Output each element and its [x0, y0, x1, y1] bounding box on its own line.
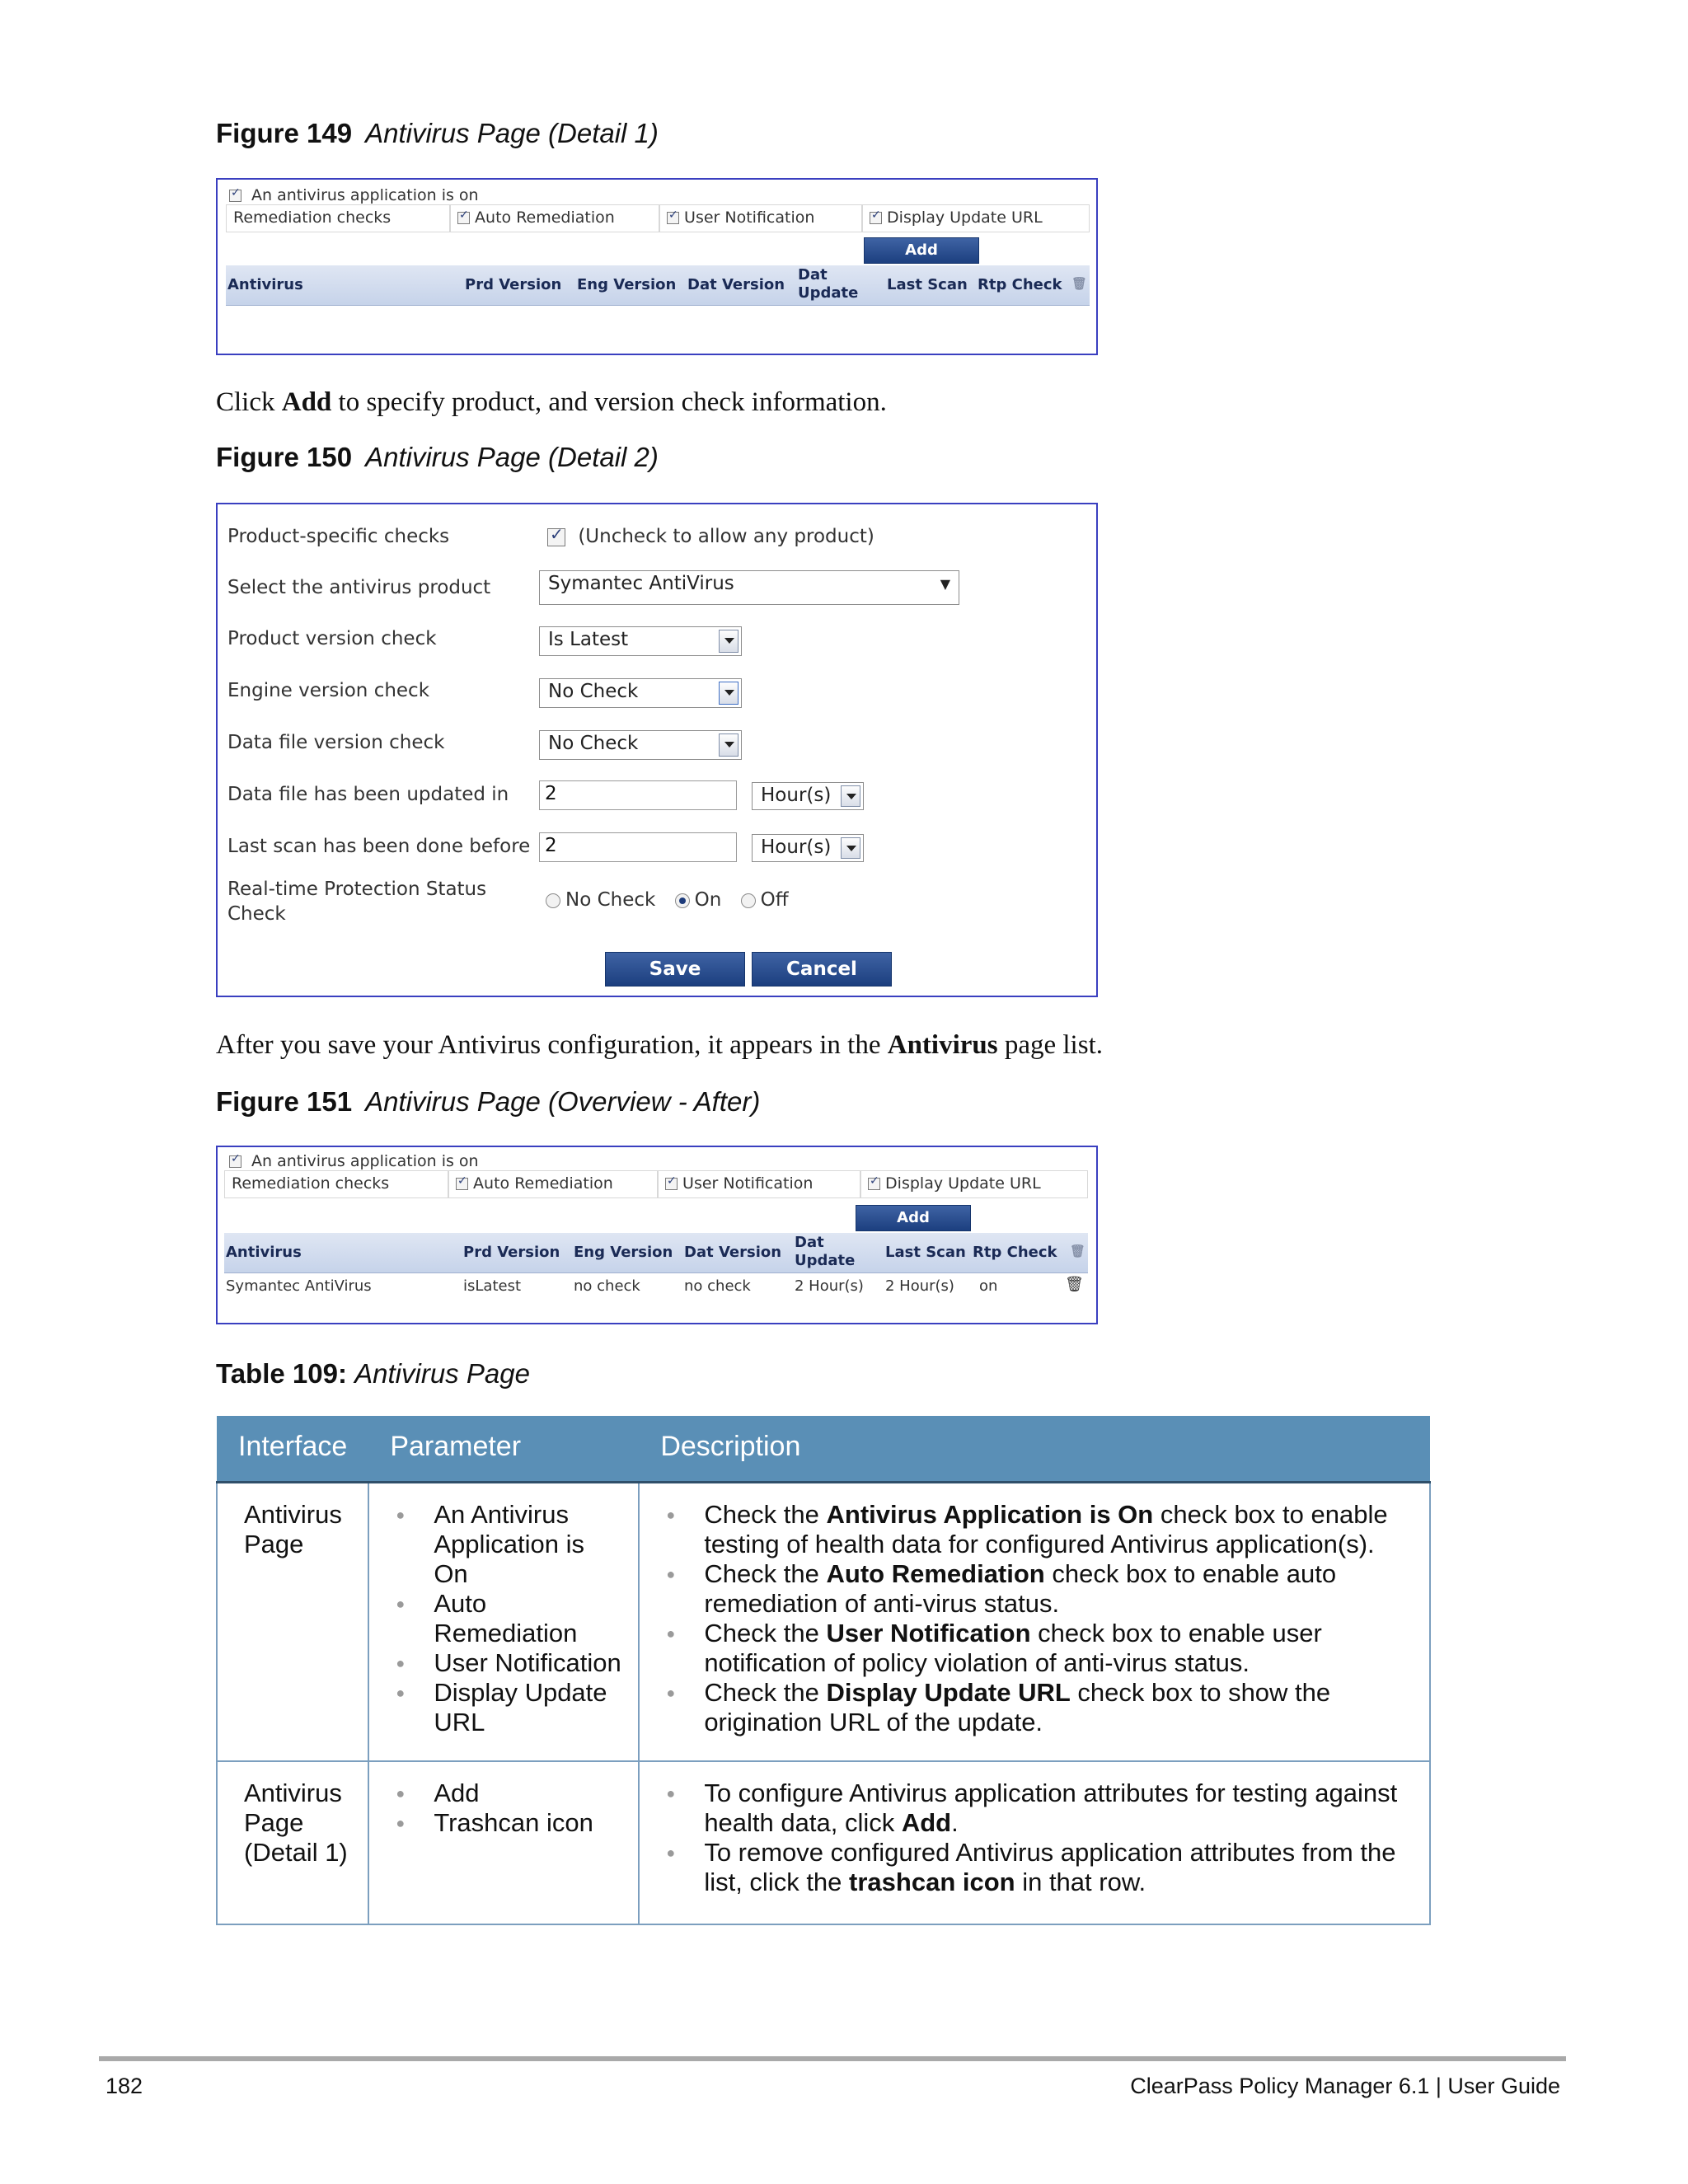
app-on-row	[229, 186, 479, 204]
radio-off[interactable]	[741, 893, 756, 908]
data-file-version-label: Data file version check	[227, 732, 445, 753]
list-item	[666, 1500, 1414, 1559]
col-antivirus: Antivirus	[227, 276, 303, 293]
cell-parameters	[368, 1761, 639, 1924]
col-prd-version: Prd Version	[465, 276, 562, 293]
chevron-down-icon[interactable]	[841, 785, 860, 807]
cell-prd-version: isLatest	[463, 1277, 522, 1295]
para2-pre: After you save your Antivirus configuration, it appears in the	[216, 1030, 888, 1060]
figure-title: Antivirus Page (Detail 2)	[365, 442, 659, 472]
radio-no-check[interactable]	[546, 893, 560, 908]
remediation-checks-label	[226, 204, 450, 232]
footer-divider	[99, 2056, 1566, 2061]
col-rtp-check: Rtp Check	[978, 276, 1062, 293]
figure-label: Figure 150	[216, 442, 353, 472]
header-parameter: Parameter	[368, 1416, 639, 1483]
col-antivirus: Antivirus	[226, 1244, 302, 1261]
desc-text: check box to enable auto remediation of anti-virus status.	[704, 1559, 1337, 1618]
cell-description	[639, 1761, 1430, 1924]
app-on-label: An antivirus application is on	[251, 1152, 479, 1170]
auto-remediation-label: Auto Remediation	[473, 1174, 613, 1193]
display-update-url-label: Display Update URL	[885, 1174, 1041, 1193]
save-button[interactable]: Save	[605, 952, 745, 987]
col-dat-update-2: Update	[798, 284, 859, 302]
cell-parameters	[368, 1483, 639, 1762]
col-eng-version: Eng Version	[574, 1244, 673, 1261]
cell-last-scan: 2 Hour(s)	[885, 1277, 954, 1295]
antivirus-page-table	[216, 1416, 1431, 1925]
display-update-url-checkbox[interactable]	[870, 212, 882, 224]
data-updated-unit-value: Hour(s)	[761, 785, 832, 806]
desc-text: .	[951, 1808, 959, 1837]
user-notification-checkbox[interactable]	[665, 1178, 678, 1190]
col-dat-update-1: Dat	[798, 266, 828, 284]
desc-text: Check the	[704, 1678, 827, 1707]
last-scan-input[interactable]: 2	[539, 832, 737, 862]
user-notification-label: User Notification	[682, 1174, 814, 1193]
data-file-version-select[interactable]	[539, 730, 742, 760]
list-item: ● Auto Remediation	[396, 1589, 623, 1648]
add-button[interactable]: Add	[856, 1205, 971, 1231]
figure-title: Antivirus Page (Overview - After)	[365, 1086, 761, 1117]
app-on-checkbox[interactable]	[229, 1155, 241, 1168]
table-header-row	[217, 1416, 1430, 1483]
chevron-down-icon[interactable]	[719, 682, 738, 705]
display-update-url-option[interactable]	[860, 1170, 1088, 1198]
desc-bold: Auto Remediation	[826, 1559, 1045, 1588]
user-notification-checkbox[interactable]	[667, 212, 679, 224]
antivirus-table-header	[226, 265, 1090, 306]
footer-product: ClearPass Policy Manager 6.1 | User Guide	[1130, 2074, 1560, 2098]
desc-text: in that row.	[1015, 1868, 1146, 1896]
product-version-select[interactable]	[539, 626, 742, 656]
rtp-label-line2: Check	[227, 903, 286, 925]
table-caption-label: Table 109:	[216, 1358, 347, 1389]
table-caption-title: Antivirus Page	[354, 1358, 530, 1389]
col-dat-version: Dat Version	[684, 1244, 782, 1261]
desc-text: To configure Antivirus application attributes for testing against health data, click	[704, 1779, 1398, 1837]
last-scan-unit-select[interactable]	[752, 834, 864, 862]
rtp-radio-group	[546, 889, 789, 911]
desc-bold: trashcan icon	[849, 1868, 1015, 1896]
remediation-checks-text: Remediation checks	[233, 209, 392, 227]
figure-label: Figure 149	[216, 118, 353, 148]
app-on-row	[229, 1152, 479, 1170]
uncheck-hint: (Uncheck to allow any product)	[578, 526, 874, 547]
desc-text: Check the	[704, 1619, 827, 1647]
desc-text: Check the	[704, 1559, 827, 1588]
col-last-scan: Last Scan	[887, 276, 968, 293]
para1-post: to specify product, and version check information.	[331, 387, 887, 417]
col-rtp-check: Rtp Check	[973, 1244, 1057, 1261]
remediation-checks-text: Remediation checks	[232, 1174, 390, 1193]
chevron-down-icon[interactable]	[841, 837, 860, 859]
trash-header-icon: 🗑	[1071, 276, 1088, 291]
cell-interface: Antivirus Page	[217, 1483, 368, 1762]
desc-bold: User Notification	[826, 1619, 1031, 1647]
trash-header-icon: 🗑	[1070, 1244, 1086, 1258]
data-updated-input[interactable]: 2	[539, 780, 737, 810]
app-on-label: An antivirus application is on	[251, 186, 479, 204]
antivirus-overview-screenshot	[216, 1146, 1098, 1324]
list-item: ● Display Update URL	[396, 1678, 623, 1737]
desc-bold: Antivirus Application is On	[826, 1500, 1154, 1529]
para2-post: page list.	[997, 1030, 1103, 1060]
rtp-label	[227, 877, 486, 926]
antivirus-detail1-screenshot	[216, 178, 1098, 355]
desc-text: To remove configured Antivirus application attributes from the list, click the	[704, 1838, 1396, 1896]
cell-rtp-check: on	[979, 1277, 998, 1295]
auto-remediation-checkbox[interactable]	[456, 1178, 468, 1190]
figure-149-caption	[216, 118, 659, 149]
trash-icon[interactable]: 🗑	[1065, 1276, 1084, 1293]
paragraph-add	[216, 387, 887, 418]
cell-eng-version: no check	[574, 1277, 640, 1295]
list-item: ● Trashcan icon	[396, 1808, 623, 1838]
desc-text: Check the	[704, 1500, 827, 1529]
desc-text: check box to enable user notification of policy violation of anti-virus status.	[704, 1619, 1322, 1677]
figure-label: Figure 151	[216, 1086, 353, 1117]
col-last-scan: Last Scan	[885, 1244, 966, 1261]
last-scan-label: Last scan has been done before	[227, 836, 531, 857]
list-item	[666, 1559, 1414, 1619]
product-specific-checkbox[interactable]	[547, 528, 565, 546]
radio-on-label: On	[694, 889, 722, 911]
table-row[interactable]	[224, 1277, 1088, 1302]
display-update-url-label: Display Update URL	[887, 209, 1043, 227]
data-updated-label: Data file has been updated in	[227, 784, 509, 805]
list-item: ● User Notification	[396, 1648, 623, 1678]
last-scan-unit-value: Hour(s)	[761, 837, 832, 858]
cell-dat-version: no check	[684, 1277, 751, 1295]
auto-remediation-option[interactable]	[450, 204, 659, 232]
list-item	[666, 1619, 1414, 1678]
auto-remediation-checkbox[interactable]	[457, 212, 470, 224]
para2-bold: Antivirus	[887, 1030, 998, 1060]
product-specific-row	[547, 526, 874, 547]
antivirus-product-select[interactable]	[539, 570, 959, 605]
col-dat-version: Dat Version	[687, 276, 785, 293]
desc-bold: Add	[901, 1808, 952, 1837]
data-updated-unit-select[interactable]	[752, 782, 864, 810]
table-caption	[216, 1358, 530, 1390]
list-item: ● An Antivirus Application is On	[396, 1500, 623, 1589]
col-prd-version: Prd Version	[463, 1244, 560, 1261]
antivirus-detail2-screenshot	[216, 503, 1098, 997]
list-item	[666, 1678, 1414, 1737]
data-file-version-value: No Check	[548, 733, 639, 754]
list-item	[666, 1779, 1414, 1838]
cell-description	[639, 1483, 1430, 1762]
product-specific-label: Product-specific checks	[227, 526, 450, 547]
antivirus-table-header	[224, 1233, 1088, 1273]
add-button[interactable]: Add	[864, 237, 979, 264]
radio-no-check-label: No Check	[565, 889, 656, 911]
engine-version-select[interactable]	[539, 678, 742, 708]
page-number: 182	[106, 2074, 143, 2098]
engine-version-value: No Check	[548, 681, 639, 702]
product-version-value: Is Latest	[548, 629, 629, 650]
display-update-url-checkbox[interactable]	[868, 1178, 880, 1190]
radio-on[interactable]	[675, 893, 690, 908]
product-select-value: Symantec AntiVirus	[548, 573, 734, 594]
table-row	[217, 1483, 1430, 1762]
list-item	[666, 1838, 1414, 1897]
auto-remediation-option[interactable]	[448, 1170, 658, 1198]
remediation-checks-label	[224, 1170, 448, 1198]
dropdown-arrow-icon: ▼	[940, 576, 950, 592]
chevron-down-icon[interactable]	[719, 630, 738, 653]
paragraph-after-save	[216, 1030, 1103, 1061]
cell-interface: Antivirus Page (Detail 1)	[217, 1761, 368, 1924]
rtp-label-line1: Real-time Protection Status	[227, 879, 487, 900]
figure-151-caption	[216, 1086, 760, 1118]
cell-antivirus: Symantec AntiVirus	[226, 1277, 372, 1295]
col-dat-update-1: Dat	[795, 1234, 824, 1251]
col-dat-update-2: Update	[795, 1252, 856, 1269]
desc-text: check box to show the origination URL of the update.	[704, 1678, 1331, 1736]
desc-bold: Display Update URL	[826, 1678, 1071, 1707]
figure-150-caption	[216, 442, 659, 473]
header-description: Description	[639, 1416, 1430, 1483]
header-interface: Interface	[217, 1416, 368, 1483]
app-on-checkbox[interactable]	[229, 190, 241, 202]
list-item: ● Add	[396, 1779, 623, 1808]
display-update-url-option[interactable]	[862, 204, 1090, 232]
figure-title: Antivirus Page (Detail 1)	[365, 118, 659, 148]
user-notification-option[interactable]	[659, 204, 862, 232]
table-row	[217, 1761, 1430, 1924]
select-product-label: Select the antivirus product	[227, 577, 491, 598]
para1-bold: Add	[281, 387, 332, 417]
engine-version-label: Engine version check	[227, 680, 430, 701]
para1-pre: Click	[216, 387, 282, 417]
radio-off-label: Off	[760, 889, 789, 911]
user-notification-label: User Notification	[684, 209, 815, 227]
cell-dat-update: 2 Hour(s)	[795, 1277, 864, 1295]
product-version-label: Product version check	[227, 628, 437, 649]
chevron-down-icon[interactable]	[719, 733, 738, 757]
desc-text: check box to enable testing of health data for configured Antivirus application(s).	[704, 1500, 1388, 1558]
col-eng-version: Eng Version	[577, 276, 677, 293]
cancel-button[interactable]: Cancel	[752, 952, 892, 987]
user-notification-option[interactable]	[658, 1170, 860, 1198]
auto-remediation-label: Auto Remediation	[475, 209, 615, 227]
